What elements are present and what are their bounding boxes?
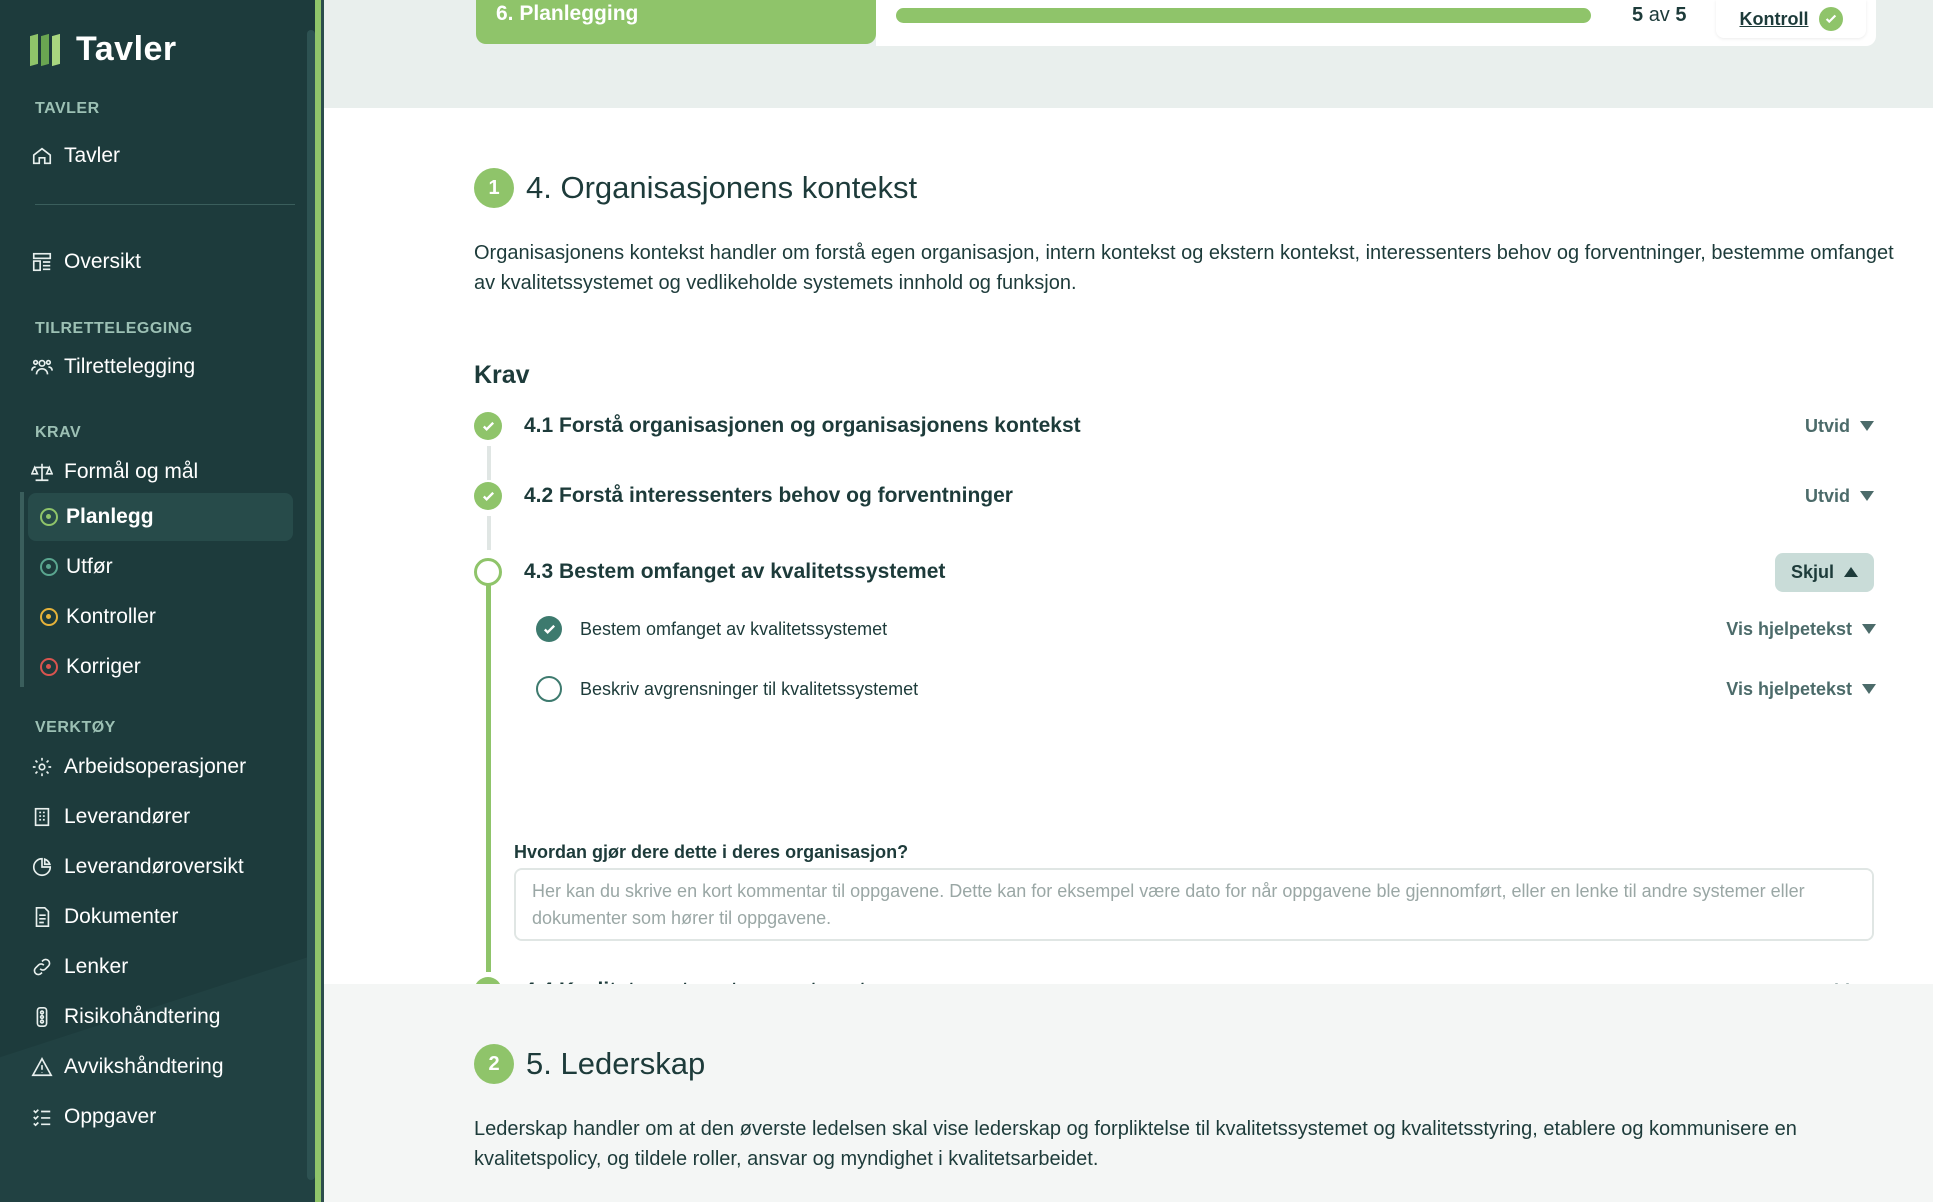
section-description: Organisasjonens kontekst handler om forstå egen organisasjon, intern kontekst og ekstern kontekst, interessenters behov og forventninger, bestemme omfanget av kvalitetssystemet og vedlikeholde systemets innhold og funksjon.: [474, 242, 1894, 294]
target-icon: [40, 508, 58, 526]
sidebar-item-kontroller[interactable]: [28, 593, 293, 641]
task-checkbox[interactable]: [536, 676, 562, 702]
sidebar-item-label: Utfør: [66, 555, 113, 578]
link-icon: [30, 955, 54, 979]
requirement-connector: [487, 516, 491, 550]
expand-button[interactable]: Utvid: [1805, 416, 1874, 437]
home-icon: [30, 144, 54, 168]
sidebar-item-risiko[interactable]: [30, 997, 290, 1037]
sidebar-item-label: Tilrettelegging: [64, 355, 196, 378]
comment-label: Hvordan gjør dere dette i deres organisasjon?: [514, 842, 909, 862]
section-label-verktoy: VERKTØY: [35, 719, 116, 736]
sidebar-item-lenker[interactable]: [30, 947, 290, 987]
requirement-section-4: [324, 108, 1933, 984]
section-header: [474, 168, 917, 208]
logo-icon: [30, 35, 60, 65]
sidebar-item-oversikt[interactable]: [30, 242, 290, 282]
sidebar-item-label: Leverandøroversikt: [64, 855, 244, 878]
expand-button[interactable]: Utvid: [1805, 486, 1874, 507]
requirement-label: 4.1 Forstå organisasjonen og organisasjonens kontekst: [524, 414, 1081, 437]
checklist-icon: [30, 1105, 54, 1129]
sidebar: [0, 0, 324, 1202]
task-item[interactable]: [536, 612, 1876, 646]
kontroll-label: Kontroll: [1739, 8, 1809, 29]
sidebar-item-label: Lenker: [64, 955, 129, 978]
krav-heading: Krav: [474, 361, 530, 389]
building-icon: [30, 805, 54, 829]
requirement-4-1[interactable]: [474, 408, 1874, 444]
requirement-label: 4.2 Forstå interessenters behov og forventninger: [524, 484, 1013, 507]
sidebar-accent-bar: [315, 0, 321, 1202]
sidebar-item-label: Planlegg: [66, 505, 154, 528]
sidebar-item-tavler[interactable]: [30, 136, 290, 176]
section-label-tavler: TAVLER: [35, 100, 100, 117]
comment-textarea[interactable]: [514, 868, 1874, 941]
check-circle-icon: [474, 412, 502, 440]
app-logo[interactable]: [30, 30, 177, 69]
chevron-down-icon: [1862, 684, 1876, 694]
sidebar-item-label: Risikohåndtering: [64, 1005, 221, 1028]
chevron-up-icon: [1844, 567, 1858, 577]
section-header: [474, 1044, 705, 1084]
sidebar-item-utfor[interactable]: [28, 543, 293, 591]
kontroll-button[interactable]: [1716, 0, 1866, 38]
requirement-4-2[interactable]: [474, 478, 1874, 514]
target-icon: [40, 608, 58, 626]
sidebar-item-leverandorer[interactable]: [30, 797, 290, 837]
show-help-button[interactable]: Vis hjelpetekst: [1726, 679, 1876, 700]
sidebar-item-label: Leverandører: [64, 805, 191, 828]
requirement-connector: [487, 446, 491, 480]
scale-icon: [30, 460, 54, 484]
phase-progress-bar: [896, 8, 1591, 23]
sidebar-item-leverandoroversikt[interactable]: [30, 847, 290, 887]
sidebar-item-tilrettelegging[interactable]: [30, 347, 290, 387]
subnav-line: [20, 492, 24, 687]
sidebar-item-label: Tavler: [64, 144, 121, 167]
section-label-tilrettelegging: TILRETTELEGGING: [35, 320, 193, 337]
sidebar-item-label: Avvikshåndtering: [64, 1055, 224, 1078]
section-number-badge: 1: [474, 168, 514, 208]
sidebar-divider: [35, 204, 295, 205]
section-title: 5. Lederskap: [526, 1046, 706, 1081]
sidebar-item-arbeidsoperasjoner[interactable]: [30, 747, 290, 787]
requirement-label: 4.3 Bestem omfanget av kvalitetssystemet: [524, 560, 946, 583]
requirement-connector-active: [486, 582, 491, 972]
pie-chart-icon: [30, 855, 54, 879]
main-content: [324, 0, 1933, 1202]
chevron-down-icon: [1860, 491, 1874, 501]
sidebar-item-dokumenter[interactable]: [30, 897, 290, 937]
sidebar-item-label: Oversikt: [64, 250, 142, 273]
traffic-light-icon: [30, 1005, 54, 1029]
target-icon: [40, 558, 58, 576]
sidebar-item-label: Formål og mål: [64, 460, 199, 483]
dashboard-icon: [30, 250, 54, 274]
users-icon: [30, 355, 54, 379]
task-label: Bestem omfanget av kvalitetssystemet: [580, 618, 888, 639]
section-title: 4. Organisasjonens kontekst: [526, 170, 918, 205]
sidebar-item-label: Dokumenter: [64, 905, 179, 928]
sidebar-item-planlegg[interactable]: [28, 493, 293, 541]
task-item[interactable]: [536, 672, 1876, 706]
sidebar-item-label: Arbeidsoperasjoner: [64, 755, 247, 778]
task-checkbox[interactable]: [536, 616, 562, 642]
check-circle-icon: [1819, 7, 1843, 31]
target-icon: [40, 658, 58, 676]
open-circle-icon: [474, 558, 502, 586]
section-label-krav: KRAV: [35, 424, 82, 441]
sidebar-item-label: Kontroller: [66, 605, 156, 628]
sidebar-item-oppgaver[interactable]: [30, 1097, 290, 1137]
collapse-button[interactable]: Skjul: [1775, 553, 1874, 592]
phase-progress-count: 5 av 5: [1632, 4, 1687, 26]
section-description: Lederskap handler om at den øverste ledelsen skal vise lederskap og forpliktelse til kvalitetssystemet og kvalitetsstyring, etablere og kommunisere en kvalitetspolicy, og tildele roller, ansvar og myndighet i kvalitetsarbeidet.: [474, 1118, 1797, 1170]
sidebar-scrollbar[interactable]: [307, 30, 315, 1180]
gear-icon: [30, 755, 54, 779]
phase-card[interactable]: 6. Planlegging: [476, 0, 876, 44]
chevron-down-icon: [1862, 624, 1876, 634]
check-circle-icon: [474, 482, 502, 510]
document-icon: [30, 905, 54, 929]
sidebar-item-avvik[interactable]: [30, 1047, 290, 1087]
sidebar-item-label: Korriger: [66, 655, 141, 678]
requirement-section-5: [324, 984, 1933, 1202]
app-name: Tavler: [76, 30, 177, 68]
section-number-badge: 2: [474, 1044, 514, 1084]
task-label: Beskriv avgrensninger til kvalitetssystemet: [580, 678, 919, 699]
sidebar-item-formal[interactable]: [30, 452, 290, 492]
warning-icon: [30, 1055, 54, 1079]
sidebar-item-label: Oppgaver: [64, 1105, 157, 1128]
show-help-button[interactable]: Vis hjelpetekst: [1726, 619, 1876, 640]
chevron-down-icon: [1860, 421, 1874, 431]
sidebar-item-korriger[interactable]: [28, 643, 293, 691]
requirement-4-3[interactable]: [474, 550, 1874, 594]
